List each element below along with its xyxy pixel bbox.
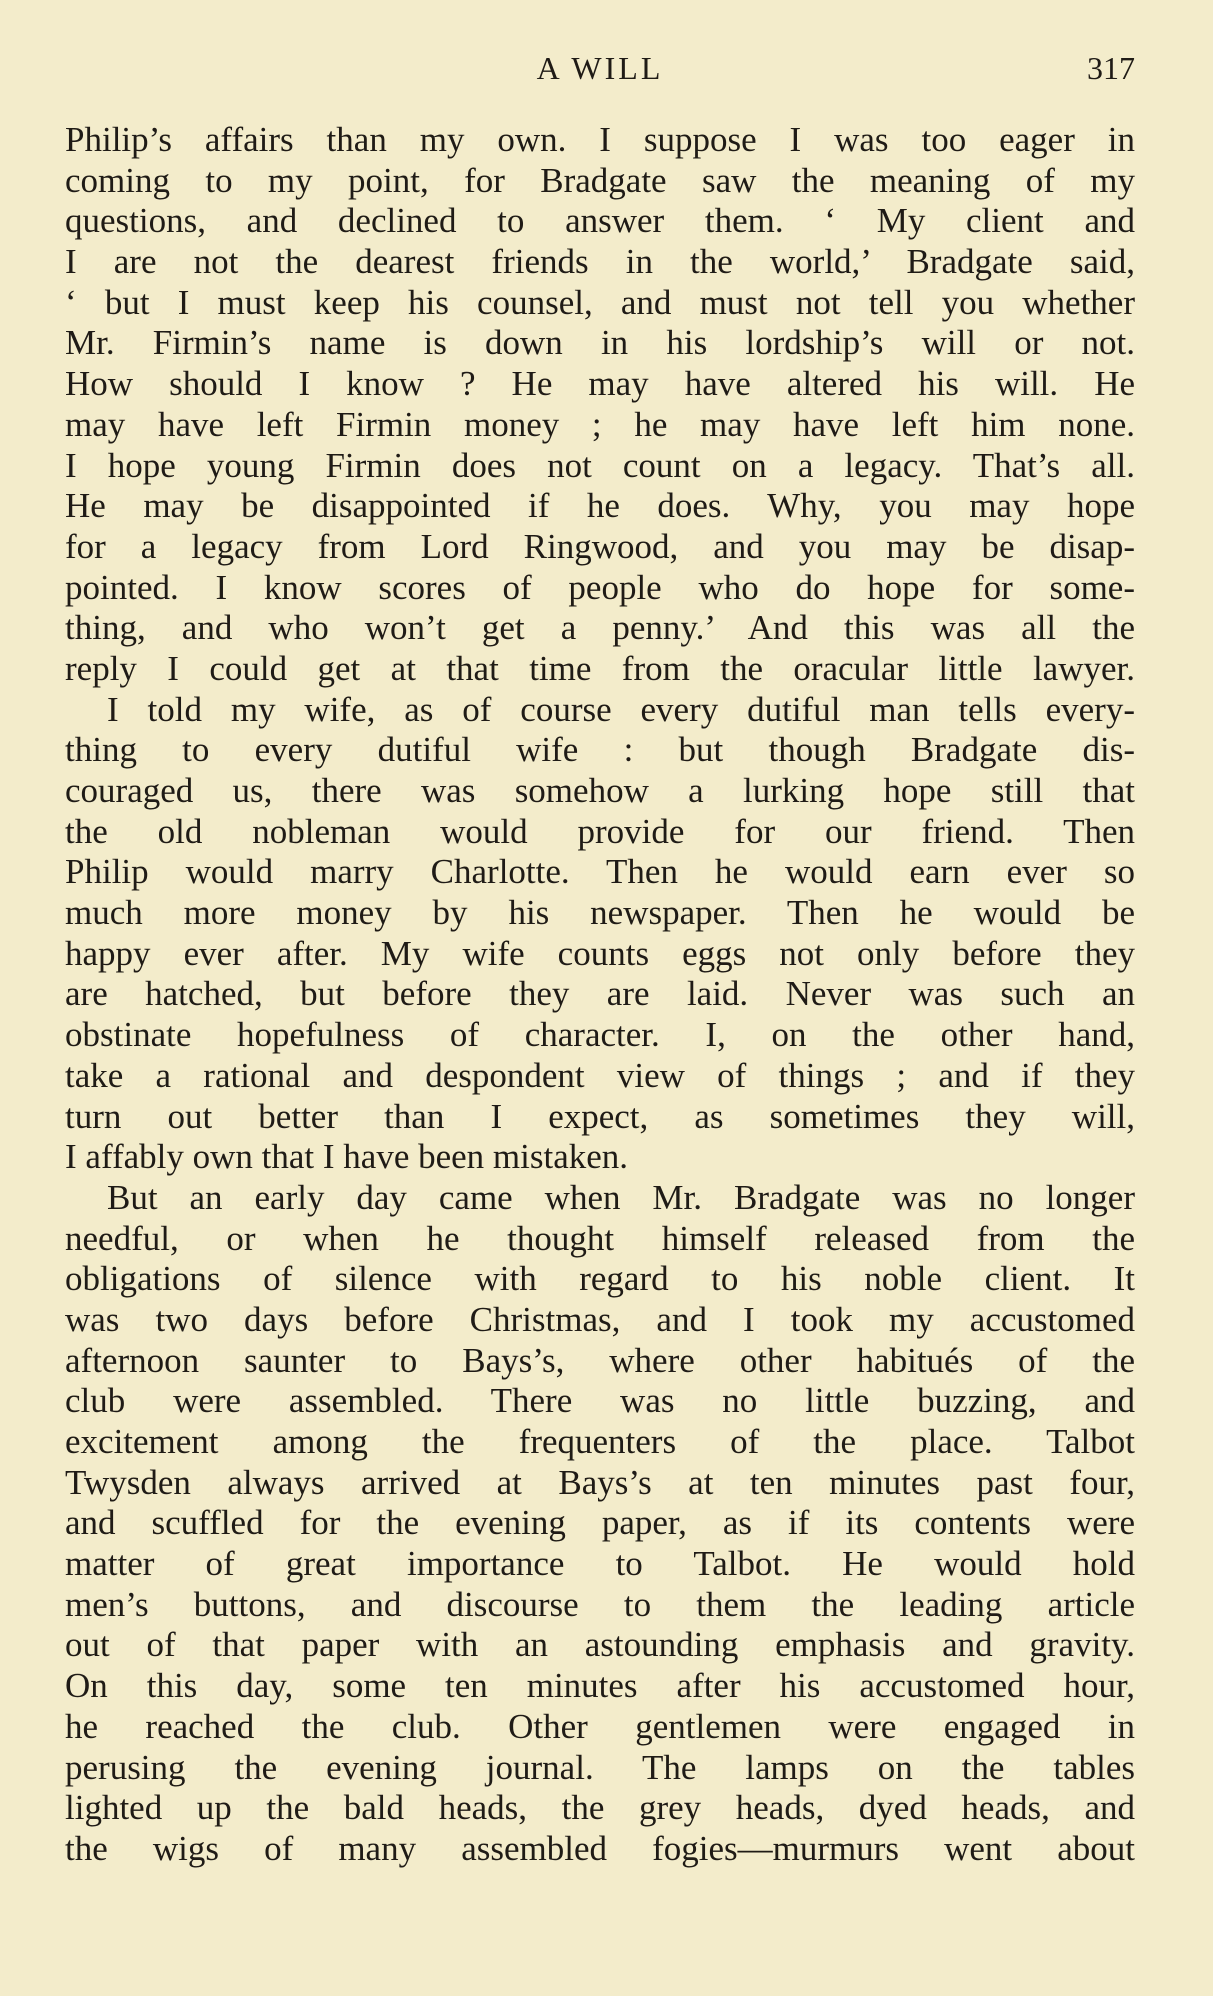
- text-line: the old nobleman would provide for our friend. Then: [65, 811, 1135, 851]
- text-line: He may be disappointed if he does. Why, you may hope: [65, 486, 1135, 526]
- text-line: obligations of silence with regard to his noble client. It: [65, 1259, 1135, 1299]
- text-line: Twysden always arrived at Bays’s at ten minutes past four,: [65, 1462, 1135, 1502]
- text-line: I are not the dearest friends in the world,’ Bradgate said,: [65, 242, 1135, 282]
- text-line: for a legacy from Lord Ringwood, and you may be disap-: [65, 526, 1135, 566]
- text-line: How should I know ? He may have altered his will. He: [65, 364, 1135, 404]
- text-line: the wigs of many assembled fogies—murmurs went about: [65, 1828, 1135, 1868]
- text-line: thing to every dutiful wife : but though Bradgate dis-: [65, 730, 1135, 770]
- text-line: But an early day came when Mr. Bradgate was no longer: [107, 1177, 1135, 1217]
- text-line: club were assembled. There was no little buzzing, and: [65, 1381, 1135, 1421]
- text-line: afternoon saunter to Bays’s, where other habitués of the: [65, 1340, 1135, 1380]
- text-line: I hope young Firmin does not count on a legacy. That’s all.: [65, 445, 1135, 485]
- text-line: excitement among the frequenters of the place. Talbot: [65, 1422, 1135, 1461]
- text-line: ‘ but I must keep his counsel, and must not tell you whether: [65, 282, 1135, 322]
- text-line: Philip would marry Charlotte. Then he would earn ever so: [65, 852, 1135, 892]
- text-line: take a rational and despondent view of things ; and if they: [65, 1055, 1135, 1095]
- text-line: On this day, some ten minutes after his accustomed hour,: [65, 1666, 1135, 1706]
- text-line: reply I could get at that time from the oracular little lawyer.: [65, 648, 1135, 688]
- text-line: Philip’s affairs than my own. I suppose I was too eager in: [65, 120, 1135, 159]
- text-line: much more money by his newspaper. Then he would be: [65, 893, 1135, 933]
- text-line: questions, and declined to answer them. ‘ My client and: [65, 201, 1135, 241]
- text-line: pointed. I know scores of people who do hope for some-: [65, 567, 1135, 607]
- text-line: Mr. Firmin’s name is down in his lordship’s will or not.: [65, 323, 1135, 363]
- text-line: couraged us, there was somehow a lurking hope still that: [65, 771, 1135, 810]
- text-line: he reached the club. Other gentlemen were engaged in: [65, 1706, 1135, 1746]
- text-line: I told my wife, as of course every dutiful man tells every-: [107, 689, 1135, 729]
- text-line: thing, and who won’t get a penny.’ And this was all the: [65, 608, 1135, 648]
- text-line: turn out better than I expect, as sometimes they will,: [65, 1096, 1135, 1136]
- text-line: was two days before Christmas, and I took my accustomed: [65, 1299, 1135, 1339]
- text-line: happy ever after. My wife counts eggs not only before they: [65, 933, 1135, 973]
- page-number: 317: [1087, 50, 1135, 86]
- text-line: may have left Firmin money ; he may have left him none.: [65, 404, 1135, 444]
- text-line: lighted up the bald heads, the grey heads, dyed heads, and: [65, 1788, 1135, 1828]
- body-text: [65, 120, 1135, 1870]
- text-line: needful, or when he thought himself released from the: [65, 1218, 1135, 1258]
- running-title: A WILL: [536, 50, 664, 86]
- text-line: coming to my point, for Bradgate saw the meaning of my: [65, 160, 1135, 200]
- text-line: are hatched, but before they are laid. Never was such an: [65, 974, 1135, 1014]
- text-line: obstinate hopefulness of character. I, on the other hand,: [65, 1015, 1135, 1055]
- text-line: men’s buttons, and discourse to them the leading article: [65, 1584, 1135, 1624]
- text-line: out of that paper with an astounding emphasis and gravity.: [65, 1625, 1135, 1665]
- text-line: matter of great importance to Talbot. He would hold: [65, 1544, 1135, 1584]
- text-line: I affably own that I have been mistaken.: [65, 1137, 629, 1177]
- text-line: and scuffled for the evening paper, as if its contents were: [65, 1503, 1135, 1543]
- running-head: [65, 46, 1135, 90]
- text-line: perusing the evening journal. The lamps on the tables: [65, 1747, 1135, 1787]
